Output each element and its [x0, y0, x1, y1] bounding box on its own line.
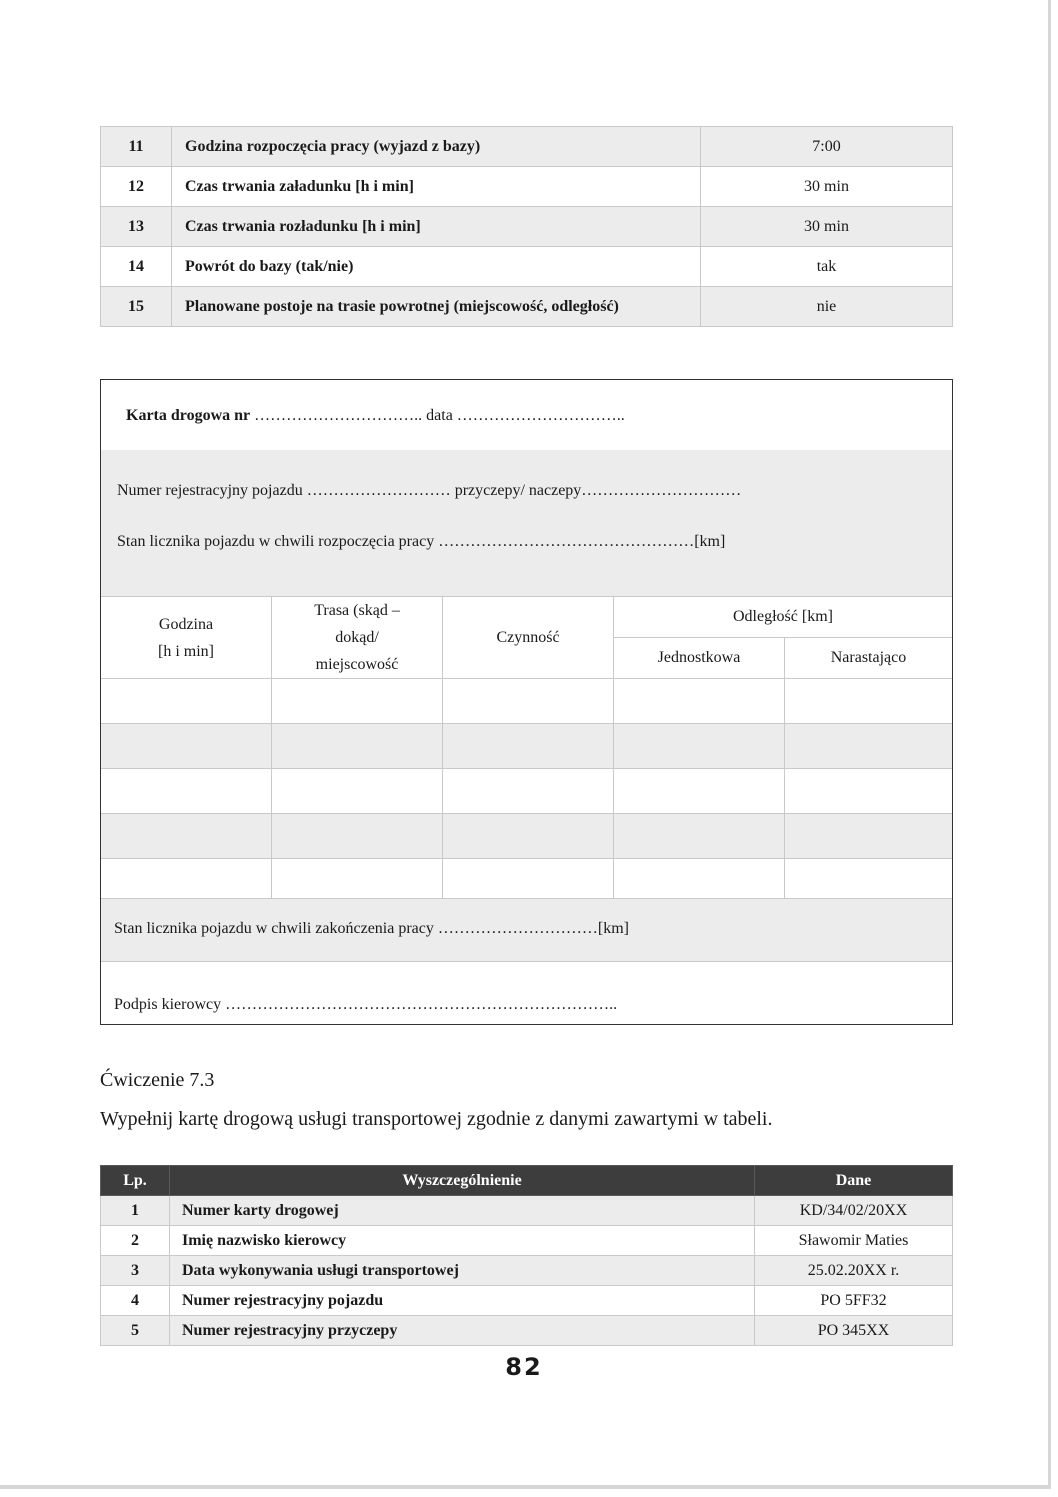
- page-number: 82: [505, 1353, 543, 1381]
- row-number: 11: [101, 127, 172, 167]
- table-row: [101, 1226, 953, 1256]
- row-label: Data wykonywania usługi transportowej: [170, 1256, 755, 1286]
- odometer-end-line: Stan licznika pojazdu w chwili zakończenia pracy …………………………[km]: [114, 920, 629, 937]
- row-value: tak: [701, 247, 953, 287]
- vehicle-info-section: [101, 450, 952, 596]
- table-row: [101, 127, 953, 167]
- route-card-number-date-line: ………………………….. data …………………………..: [250, 407, 625, 424]
- row-number: 13: [101, 207, 172, 247]
- signature-line: Podpis kierowcy ………………………………………………………………..: [114, 996, 618, 1013]
- row-number: 4: [101, 1286, 170, 1316]
- row-value: nie: [701, 287, 953, 327]
- registration-line: Numer rejestracyjny pojazdu ……………………… przyczepy/ naczepy…………………………: [117, 482, 742, 499]
- header-item: Wyszczególnienie: [170, 1166, 755, 1196]
- route-card-form: [100, 379, 953, 1025]
- row-label: Czas trwania załadunku [h i min]: [172, 167, 701, 207]
- row-label: Imię nazwisko kierowcy: [170, 1226, 755, 1256]
- empty-cell[interactable]: [101, 769, 272, 814]
- header-godzina: Godzina [h i min]: [101, 597, 272, 679]
- exercise-data-table: [100, 1165, 953, 1346]
- row-value: KD/34/02/20XX: [755, 1196, 953, 1226]
- row-number: 15: [101, 287, 172, 327]
- empty-cell[interactable]: [101, 679, 272, 724]
- table-row: [101, 1256, 953, 1286]
- row-label: Planowane postoje na trasie powrotnej (miejscowość, odległość): [172, 287, 701, 327]
- route-log-table: [101, 596, 952, 904]
- empty-cell[interactable]: [785, 679, 953, 724]
- table-row: [101, 247, 953, 287]
- row-label: Numer rejestracyjny pojazdu: [170, 1286, 755, 1316]
- row-value: 30 min: [701, 207, 953, 247]
- route-card-header: [101, 380, 952, 450]
- route-card-title: Karta drogowa nr: [126, 407, 251, 424]
- empty-cell[interactable]: [785, 859, 953, 904]
- header-data: Dane: [755, 1166, 953, 1196]
- header-jednostkowa: Jednostkowa: [614, 638, 785, 679]
- empty-cell[interactable]: [614, 769, 785, 814]
- table-row: [101, 814, 952, 859]
- empty-cell[interactable]: [785, 814, 953, 859]
- header-czynnosc: Czynność: [443, 597, 614, 679]
- table-row: [101, 679, 952, 724]
- row-label: Powrót do bazy (tak/nie): [172, 247, 701, 287]
- table-row: [101, 1316, 953, 1346]
- empty-cell[interactable]: [272, 814, 443, 859]
- row-value: 30 min: [701, 167, 953, 207]
- row-number: 3: [101, 1256, 170, 1286]
- table-header-row: [101, 1166, 953, 1196]
- row-label: Numer karty drogowej: [170, 1196, 755, 1226]
- row-value: PO 5FF32: [755, 1286, 953, 1316]
- empty-cell[interactable]: [785, 724, 953, 769]
- empty-cell[interactable]: [443, 724, 614, 769]
- odometer-start-line: Stan licznika pojazdu w chwili rozpoczęcia pracy …………………………………………[km]: [117, 533, 726, 550]
- header-lp: Lp.: [101, 1166, 170, 1196]
- odometer-end-section: [101, 898, 952, 962]
- empty-cell[interactable]: [614, 679, 785, 724]
- parameters-table: [100, 126, 953, 327]
- header-narastajaco: Narastająco: [785, 638, 953, 679]
- table-row: [101, 1286, 953, 1316]
- empty-cell[interactable]: [443, 859, 614, 904]
- table-row: [101, 859, 952, 904]
- row-value: Sławomir Maties: [755, 1226, 953, 1256]
- table-row: [101, 1196, 953, 1226]
- row-number: 1: [101, 1196, 170, 1226]
- table-row: [101, 287, 953, 327]
- empty-cell[interactable]: [443, 679, 614, 724]
- row-label: Godzina rozpoczęcia pracy (wyjazd z bazy): [172, 127, 701, 167]
- table-row: [101, 724, 952, 769]
- row-label: Czas trwania rozładunku [h i min]: [172, 207, 701, 247]
- exercise-instruction: Wypełnij kartę drogową usługi transportowej zgodnie z danymi zawartymi w tabeli.: [100, 1108, 773, 1130]
- row-number: 14: [101, 247, 172, 287]
- empty-cell[interactable]: [101, 859, 272, 904]
- empty-cell[interactable]: [101, 814, 272, 859]
- empty-cell[interactable]: [272, 769, 443, 814]
- empty-cell[interactable]: [443, 769, 614, 814]
- empty-cell[interactable]: [443, 814, 614, 859]
- row-value: PO 345XX: [755, 1316, 953, 1346]
- header-odleglosc: Odległość [km]: [614, 597, 953, 638]
- empty-cell[interactable]: [101, 724, 272, 769]
- table-row: [101, 207, 953, 247]
- empty-cell[interactable]: [614, 724, 785, 769]
- empty-cell[interactable]: [272, 724, 443, 769]
- empty-cell[interactable]: [614, 859, 785, 904]
- row-number: 2: [101, 1226, 170, 1256]
- row-number: 5: [101, 1316, 170, 1346]
- header-trasa: Trasa (skąd – dokąd/ miejscowość: [272, 597, 443, 679]
- exercise-title: Ćwiczenie 7.3: [100, 1069, 215, 1091]
- row-label: Numer rejestracyjny przyczepy: [170, 1316, 755, 1346]
- row-number: 12: [101, 167, 172, 207]
- empty-cell[interactable]: [614, 814, 785, 859]
- empty-cell[interactable]: [272, 679, 443, 724]
- table-row: [101, 167, 953, 207]
- row-value: 25.02.20XX r.: [755, 1256, 953, 1286]
- signature-section: [101, 961, 952, 1024]
- empty-cell[interactable]: [785, 769, 953, 814]
- table-row: [101, 769, 952, 814]
- row-value: 7:00: [701, 127, 953, 167]
- empty-cell[interactable]: [272, 859, 443, 904]
